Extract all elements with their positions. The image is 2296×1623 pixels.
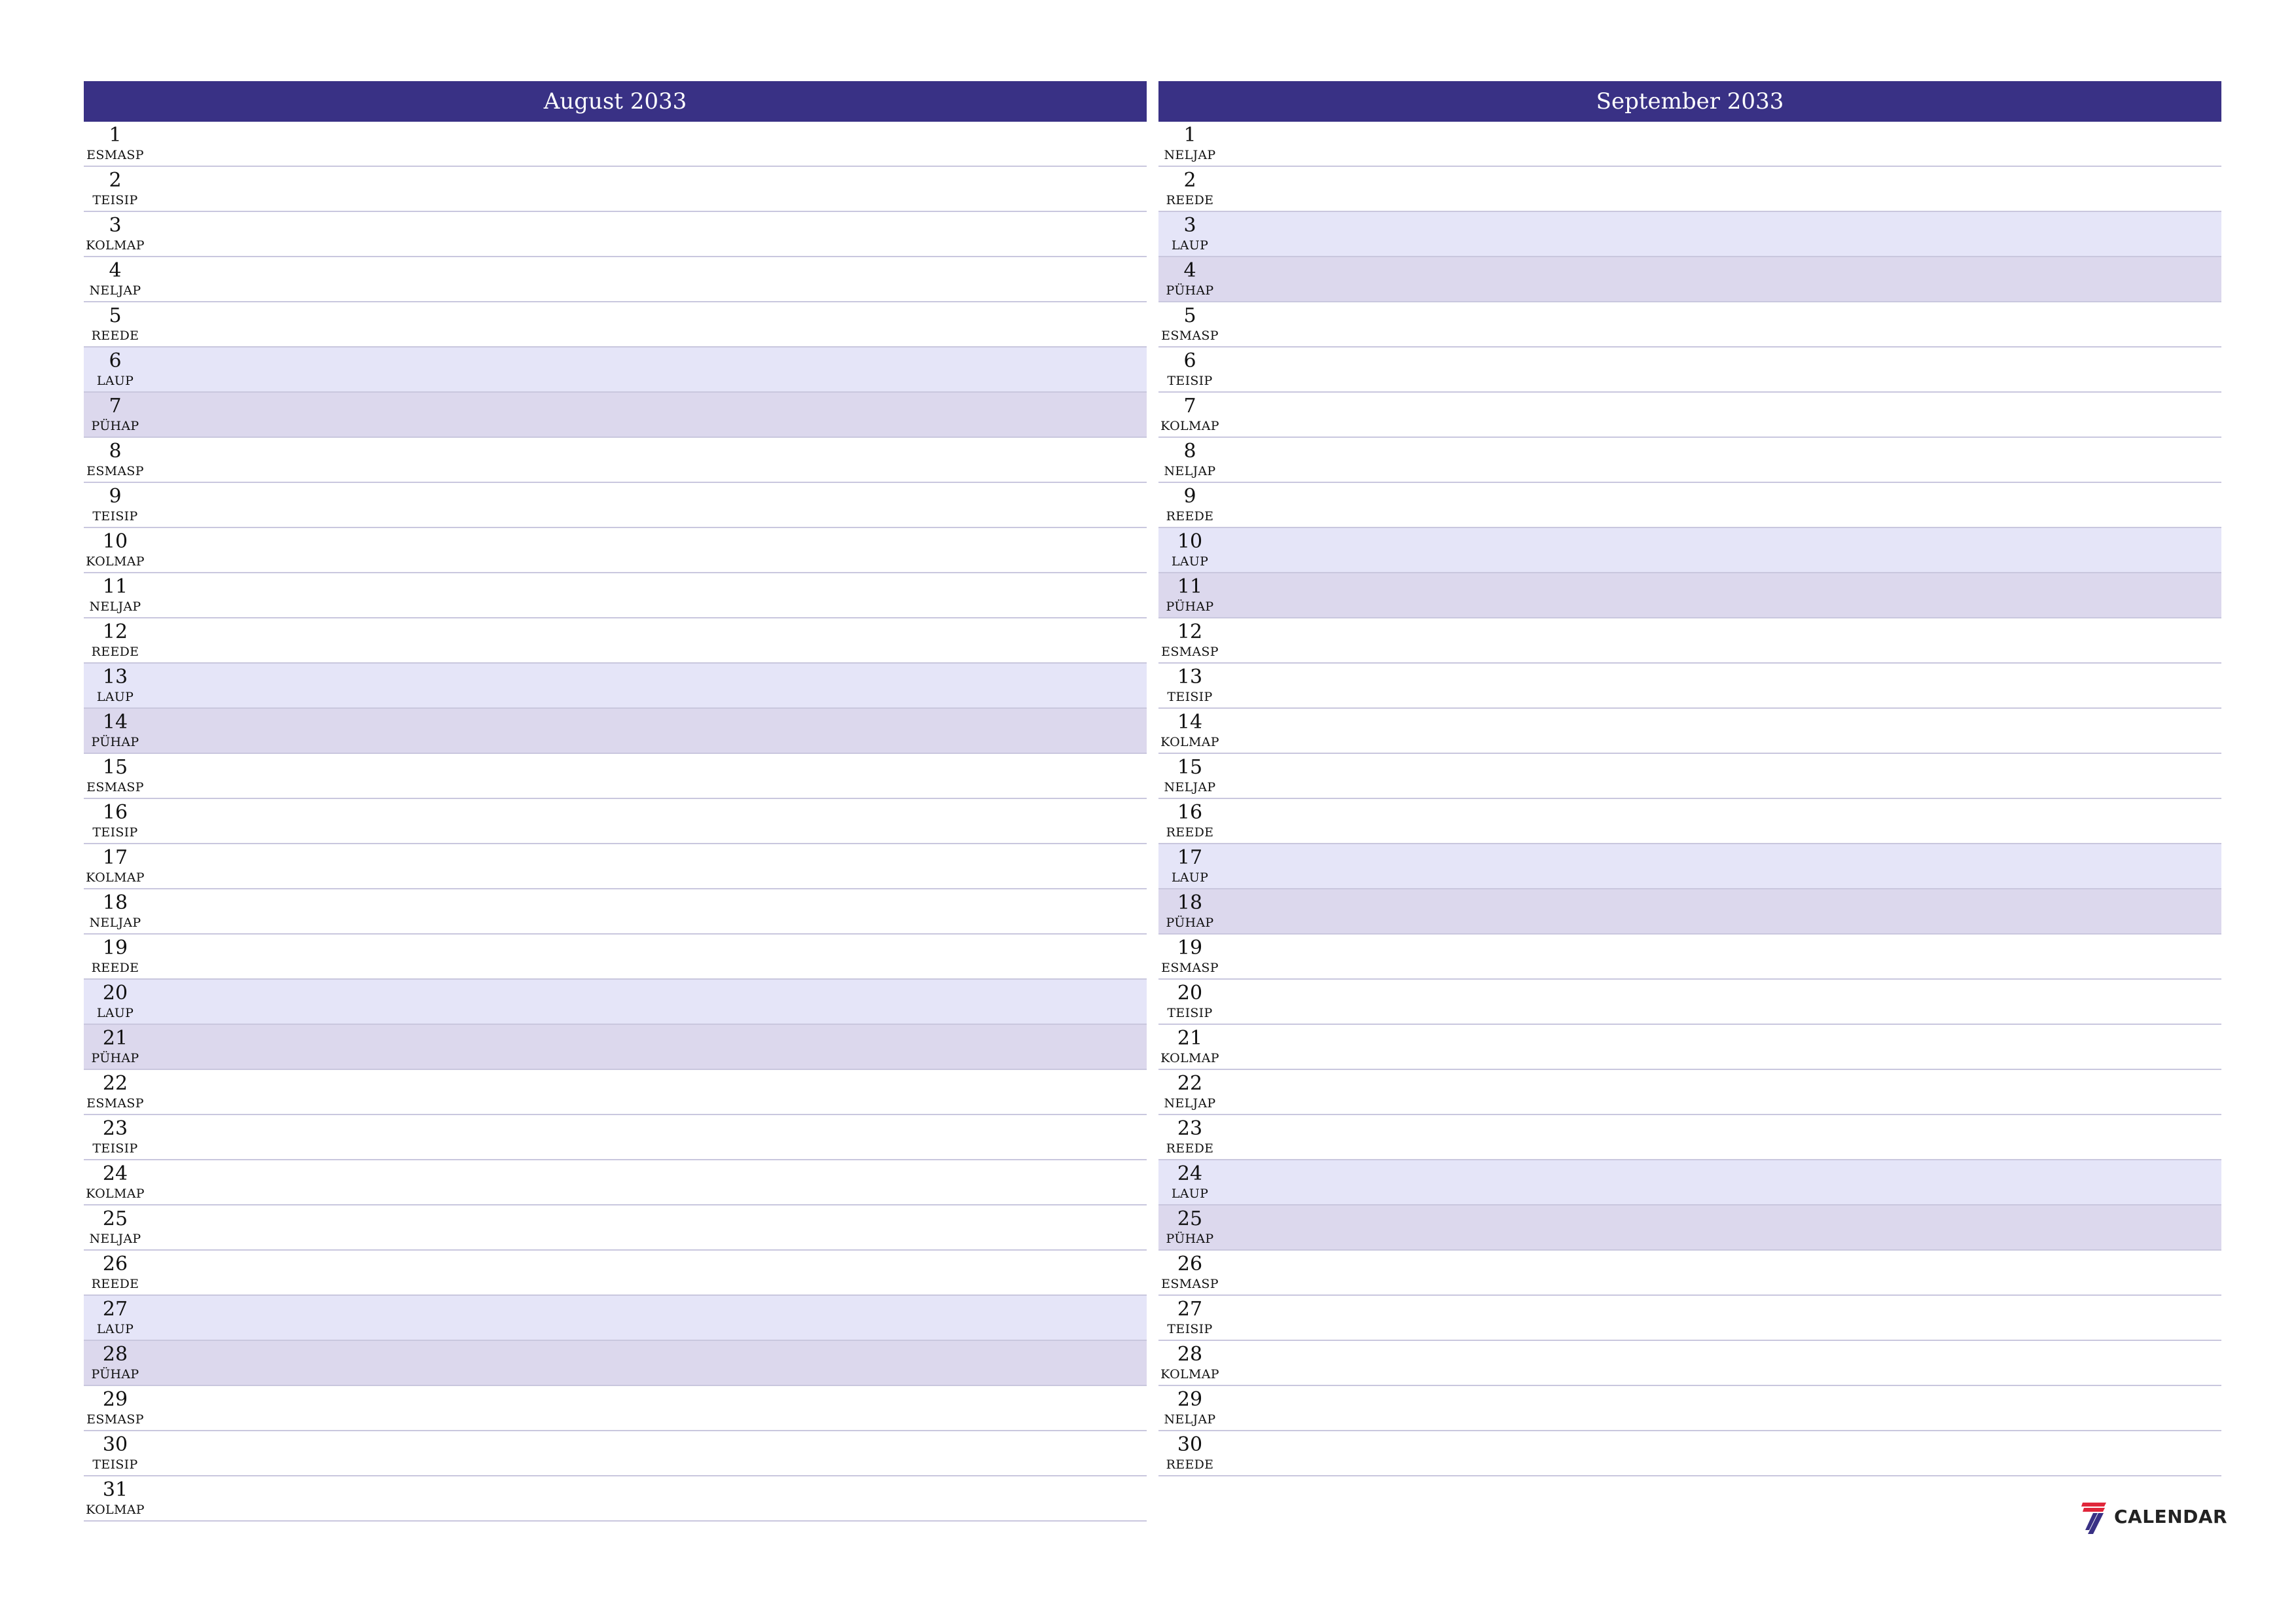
- day-row[interactable]: [84, 212, 1147, 257]
- weekday-name: ESMASP: [86, 780, 144, 794]
- day-number: 11: [1177, 575, 1203, 598]
- weekday-name: NELJAP: [89, 1232, 141, 1246]
- weekday-name: REEDE: [91, 645, 139, 659]
- day-number: 24: [1177, 1162, 1203, 1185]
- day-number: 2: [1183, 169, 1196, 192]
- day-number: 1: [1183, 124, 1196, 147]
- weekday-name: ESMASP: [1161, 1277, 1219, 1291]
- day-number: 10: [1177, 530, 1203, 553]
- weekday-name: ESMASP: [1161, 961, 1219, 975]
- day-number: 27: [1177, 1298, 1203, 1321]
- day-label: [84, 528, 147, 572]
- day-row[interactable]: [84, 980, 1147, 1025]
- day-number: 15: [102, 756, 128, 779]
- day-label: [1158, 348, 1221, 391]
- day-number: 24: [102, 1162, 128, 1185]
- day-label: [84, 438, 147, 482]
- day-number: 14: [1177, 711, 1203, 734]
- month-title: September 2033: [1158, 81, 2221, 122]
- day-number: 28: [1177, 1343, 1203, 1366]
- day-row[interactable]: [1158, 1115, 2221, 1160]
- day-list: [1158, 122, 2221, 1476]
- day-number: 23: [1177, 1117, 1203, 1140]
- weekday-name: LAUP: [96, 1322, 134, 1336]
- day-label: [84, 1025, 147, 1069]
- day-row[interactable]: [84, 799, 1147, 844]
- day-label: [1158, 844, 1221, 888]
- day-row[interactable]: [84, 1431, 1147, 1476]
- day-label: [84, 1070, 147, 1114]
- day-number: 4: [109, 259, 122, 282]
- weekday-name: KOLMAP: [86, 238, 145, 253]
- day-number: 25: [1177, 1207, 1203, 1230]
- weekday-name: REEDE: [91, 329, 139, 343]
- day-row[interactable]: [1158, 1160, 2221, 1205]
- day-number: 7: [109, 395, 122, 418]
- weekday-name: KOLMAP: [1160, 1051, 1219, 1065]
- day-row[interactable]: [1158, 889, 2221, 935]
- weekday-name: PÜHAP: [1166, 916, 1214, 930]
- day-row[interactable]: [1158, 348, 2221, 393]
- day-row[interactable]: [84, 1386, 1147, 1431]
- day-label: [84, 754, 147, 798]
- day-row[interactable]: [1158, 935, 2221, 980]
- weekday-name: PÜHAP: [91, 419, 139, 433]
- weekday-name: NELJAP: [1164, 780, 1216, 794]
- day-label: [84, 1205, 147, 1249]
- weekday-name: LAUP: [96, 374, 134, 388]
- weekday-name: REEDE: [1166, 825, 1214, 840]
- day-row[interactable]: [84, 302, 1147, 348]
- weekday-name: TEISIP: [92, 509, 138, 524]
- weekday-name: ESMASP: [86, 1096, 144, 1111]
- weekday-name: TEISIP: [92, 1141, 138, 1156]
- day-number: 12: [1177, 620, 1203, 643]
- weekday-name: PÜHAP: [1166, 1232, 1214, 1246]
- day-label: [1158, 889, 1221, 933]
- day-number: 13: [102, 666, 128, 688]
- day-label: [84, 1476, 147, 1520]
- weekday-name: TEISIP: [1167, 690, 1213, 704]
- weekday-name: LAUP: [1171, 1186, 1209, 1201]
- day-label: [84, 799, 147, 843]
- day-label: [1158, 618, 1221, 662]
- day-number: 18: [1177, 891, 1203, 914]
- day-label: [84, 844, 147, 888]
- day-label: [84, 935, 147, 978]
- weekday-name: LAUP: [1171, 554, 1209, 569]
- day-number: 8: [109, 440, 122, 463]
- day-number: 17: [102, 846, 128, 869]
- day-row[interactable]: [1158, 1341, 2221, 1386]
- day-label: [84, 1341, 147, 1385]
- weekday-name: NELJAP: [89, 599, 141, 614]
- weekday-name: TEISIP: [1167, 1322, 1213, 1336]
- day-row[interactable]: [1158, 754, 2221, 799]
- day-row[interactable]: [1158, 393, 2221, 438]
- logo-text: CALENDAR: [2114, 1506, 2228, 1527]
- calendar-logo[interactable]: [2080, 1499, 2228, 1535]
- day-row[interactable]: [1158, 1251, 2221, 1296]
- weekday-name: KOLMAP: [86, 870, 145, 885]
- day-row[interactable]: [1158, 1296, 2221, 1341]
- weekday-name: NELJAP: [89, 916, 141, 930]
- day-row[interactable]: [1158, 302, 2221, 348]
- weekday-name: KOLMAP: [86, 1503, 145, 1517]
- day-label: [84, 302, 147, 346]
- weekday-name: LAUP: [96, 1006, 134, 1020]
- day-label: [1158, 528, 1221, 572]
- day-number: 25: [102, 1207, 128, 1230]
- weekday-name: KOLMAP: [1160, 419, 1219, 433]
- month-september: [1158, 81, 2221, 1476]
- day-row[interactable]: [84, 1025, 1147, 1070]
- weekday-name: REEDE: [1166, 1141, 1214, 1156]
- day-row[interactable]: [1158, 664, 2221, 709]
- day-label: [1158, 483, 1221, 527]
- day-number: 29: [102, 1388, 128, 1411]
- day-label: [1158, 1025, 1221, 1069]
- day-label: [1158, 935, 1221, 978]
- day-label: [1158, 573, 1221, 617]
- day-number: 17: [1177, 846, 1203, 869]
- day-number: 30: [1177, 1433, 1203, 1456]
- weekday-name: REEDE: [91, 961, 139, 975]
- day-row[interactable]: [1158, 1205, 2221, 1251]
- seven-logo-icon: [2080, 1501, 2109, 1535]
- day-row[interactable]: [84, 393, 1147, 438]
- day-row[interactable]: [84, 664, 1147, 709]
- weekday-name: TEISIP: [1167, 1006, 1213, 1020]
- day-label: [1158, 438, 1221, 482]
- day-row[interactable]: [1158, 257, 2221, 302]
- day-label: [84, 122, 147, 166]
- day-row[interactable]: [84, 528, 1147, 573]
- weekday-name: LAUP: [1171, 870, 1209, 885]
- day-row[interactable]: [84, 844, 1147, 889]
- day-label: [84, 980, 147, 1024]
- day-label: [1158, 664, 1221, 707]
- weekday-name: TEISIP: [92, 825, 138, 840]
- day-number: 8: [1183, 440, 1196, 463]
- day-number: 3: [1183, 214, 1196, 237]
- weekday-name: TEISIP: [92, 1457, 138, 1472]
- day-label: [1158, 754, 1221, 798]
- day-number: 1: [109, 124, 122, 147]
- day-label: [84, 573, 147, 617]
- day-row[interactable]: [1158, 528, 2221, 573]
- weekday-name: ESMASP: [86, 464, 144, 478]
- weekday-name: REEDE: [1166, 509, 1214, 524]
- day-label: [84, 483, 147, 527]
- day-number: 22: [1177, 1072, 1203, 1095]
- weekday-name: PÜHAP: [1166, 283, 1214, 298]
- day-label: [1158, 393, 1221, 437]
- day-label: [84, 393, 147, 437]
- day-number: 31: [102, 1478, 128, 1501]
- day-number: 21: [1177, 1027, 1203, 1050]
- day-number: 2: [109, 169, 122, 192]
- weekday-name: PÜHAP: [91, 1051, 139, 1065]
- day-label: [84, 212, 147, 256]
- day-label: [1158, 1205, 1221, 1249]
- weekday-name: NELJAP: [1164, 464, 1216, 478]
- day-label: [84, 618, 147, 662]
- day-number: 15: [1177, 756, 1203, 779]
- day-row[interactable]: [1158, 1070, 2221, 1115]
- day-row[interactable]: [1158, 573, 2221, 618]
- day-number: 6: [109, 349, 122, 372]
- day-label: [84, 257, 147, 301]
- weekday-name: PÜHAP: [91, 1367, 139, 1382]
- day-label: [1158, 1070, 1221, 1114]
- day-number: 20: [1177, 982, 1203, 1005]
- day-number: 26: [1177, 1253, 1203, 1275]
- day-number: 16: [1177, 801, 1203, 824]
- day-number: 12: [102, 620, 128, 643]
- weekday-name: NELJAP: [89, 283, 141, 298]
- day-label: [1158, 1431, 1221, 1475]
- calendar-page: [84, 81, 2212, 1544]
- weekday-name: NELJAP: [1164, 1412, 1216, 1427]
- weekday-name: REEDE: [1166, 1457, 1214, 1472]
- day-label: [84, 889, 147, 933]
- day-row[interactable]: [84, 618, 1147, 664]
- day-number: 29: [1177, 1388, 1203, 1411]
- day-label: [1158, 257, 1221, 301]
- day-number: 14: [102, 711, 128, 734]
- day-row[interactable]: [84, 935, 1147, 980]
- day-row[interactable]: [1158, 799, 2221, 844]
- weekday-name: TEISIP: [1167, 374, 1213, 388]
- day-number: 10: [102, 530, 128, 553]
- weekday-name: ESMASP: [1161, 329, 1219, 343]
- day-label: [84, 348, 147, 391]
- day-number: 26: [102, 1253, 128, 1275]
- day-label: [84, 1115, 147, 1159]
- day-number: 6: [1183, 349, 1196, 372]
- day-row[interactable]: [1158, 1431, 2221, 1476]
- day-label: [84, 1431, 147, 1475]
- day-label: [1158, 1115, 1221, 1159]
- day-number: 16: [102, 801, 128, 824]
- day-number: 4: [1183, 259, 1196, 282]
- weekday-name: REEDE: [91, 1277, 139, 1291]
- weekday-name: ESMASP: [86, 148, 144, 162]
- day-number: 5: [109, 304, 122, 327]
- day-row[interactable]: [84, 438, 1147, 483]
- month-title: August 2033: [84, 81, 1147, 122]
- weekday-name: KOLMAP: [1160, 735, 1219, 749]
- day-row[interactable]: [84, 257, 1147, 302]
- day-row[interactable]: [84, 1160, 1147, 1205]
- day-number: 3: [109, 214, 122, 237]
- day-label: [1158, 709, 1221, 753]
- day-row[interactable]: [84, 122, 1147, 167]
- day-number: 18: [102, 891, 128, 914]
- day-row[interactable]: [84, 348, 1147, 393]
- day-list: [84, 122, 1147, 1522]
- day-row[interactable]: [1158, 212, 2221, 257]
- day-label: [84, 1296, 147, 1340]
- day-number: 20: [102, 982, 128, 1005]
- day-row[interactable]: [1158, 618, 2221, 664]
- weekday-name: KOLMAP: [1160, 1367, 1219, 1382]
- day-label: [84, 664, 147, 707]
- day-row[interactable]: [1158, 167, 2221, 212]
- day-number: 19: [1177, 936, 1203, 959]
- day-row[interactable]: [84, 1115, 1147, 1160]
- day-row[interactable]: [84, 1070, 1147, 1115]
- day-label: [1158, 1341, 1221, 1385]
- day-label: [1158, 1386, 1221, 1430]
- weekday-name: TEISIP: [92, 193, 138, 207]
- day-row[interactable]: [84, 1296, 1147, 1341]
- weekday-name: PÜHAP: [1166, 599, 1214, 614]
- day-row[interactable]: [1158, 980, 2221, 1025]
- day-row[interactable]: [84, 754, 1147, 799]
- day-number: 21: [102, 1027, 128, 1050]
- day-row[interactable]: [1158, 483, 2221, 528]
- weekday-name: ESMASP: [1161, 645, 1219, 659]
- day-row[interactable]: [84, 167, 1147, 212]
- month-august: [84, 81, 1147, 1522]
- day-number: 27: [102, 1298, 128, 1321]
- day-label: [84, 1386, 147, 1430]
- day-row[interactable]: [1158, 122, 2221, 167]
- day-row[interactable]: [84, 573, 1147, 618]
- day-row[interactable]: [1158, 709, 2221, 754]
- day-row[interactable]: [84, 1251, 1147, 1296]
- day-number: 28: [102, 1343, 128, 1366]
- day-row[interactable]: [1158, 1386, 2221, 1431]
- day-label: [1158, 1251, 1221, 1294]
- day-label: [1158, 1160, 1221, 1204]
- day-label: [84, 167, 147, 211]
- day-label: [1158, 799, 1221, 843]
- day-number: 22: [102, 1072, 128, 1095]
- day-row[interactable]: [1158, 844, 2221, 889]
- day-label: [1158, 980, 1221, 1024]
- day-row[interactable]: [84, 709, 1147, 754]
- day-number: 13: [1177, 666, 1203, 688]
- day-number: 9: [109, 485, 122, 508]
- weekday-name: ESMASP: [86, 1412, 144, 1427]
- day-number: 11: [102, 575, 128, 598]
- day-label: [84, 1160, 147, 1204]
- day-number: 9: [1183, 485, 1196, 508]
- day-label: [84, 1251, 147, 1294]
- weekday-name: REEDE: [1166, 193, 1214, 207]
- day-row[interactable]: [1158, 1025, 2221, 1070]
- day-number: 19: [102, 936, 128, 959]
- weekday-name: PÜHAP: [91, 735, 139, 749]
- day-label: [1158, 122, 1221, 166]
- day-label: [1158, 302, 1221, 346]
- day-number: 7: [1183, 395, 1196, 418]
- day-number: 5: [1183, 304, 1196, 327]
- weekday-name: NELJAP: [1164, 148, 1216, 162]
- day-row[interactable]: [1158, 438, 2221, 483]
- day-row[interactable]: [84, 1476, 1147, 1522]
- day-row[interactable]: [84, 1341, 1147, 1386]
- day-label: [1158, 212, 1221, 256]
- weekday-name: NELJAP: [1164, 1096, 1216, 1111]
- day-number: 23: [102, 1117, 128, 1140]
- day-label: [1158, 1296, 1221, 1340]
- day-row[interactable]: [84, 483, 1147, 528]
- day-row[interactable]: [84, 1205, 1147, 1251]
- day-label: [84, 709, 147, 753]
- day-row[interactable]: [84, 889, 1147, 935]
- weekday-name: KOLMAP: [86, 554, 145, 569]
- weekday-name: KOLMAP: [86, 1186, 145, 1201]
- day-label: [1158, 167, 1221, 211]
- day-number: 30: [102, 1433, 128, 1456]
- weekday-name: LAUP: [1171, 238, 1209, 253]
- weekday-name: LAUP: [96, 690, 134, 704]
